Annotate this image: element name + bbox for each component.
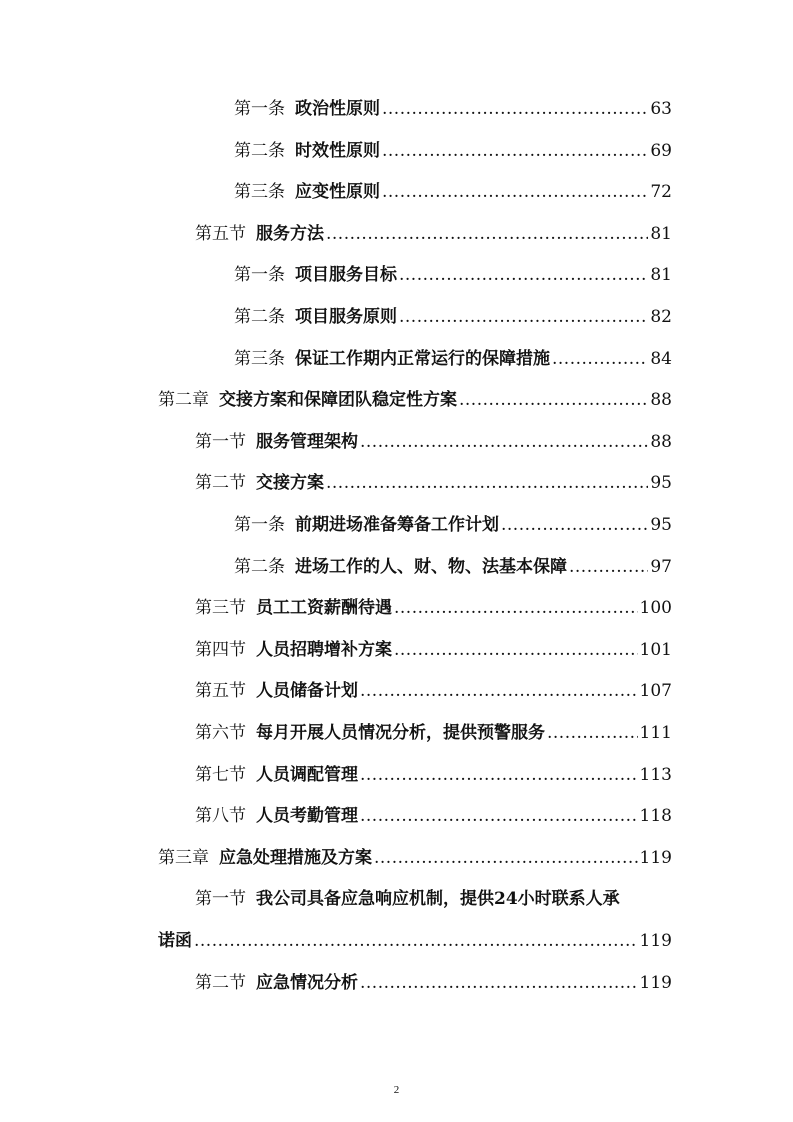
dot-leader bbox=[394, 595, 638, 621]
toc-entry bbox=[195, 803, 672, 829]
toc-entry-title: 服务管理架构 bbox=[256, 431, 358, 452]
toc-entry-number: 第三条 bbox=[234, 348, 285, 369]
toc-entry bbox=[195, 595, 672, 621]
toc-entry-title: 人员储备计划 bbox=[256, 681, 358, 702]
toc-entry-number: 第六节 bbox=[195, 723, 246, 743]
toc-entry-title: 人员招聘增补方案 bbox=[256, 639, 392, 660]
toc-entry-number: 第一节 bbox=[195, 431, 246, 452]
toc-entry-number: 第一条 bbox=[234, 265, 285, 286]
toc-entry-number: 第三节 bbox=[195, 598, 246, 619]
toc-entry-title: 人员考勤管理 bbox=[256, 806, 358, 827]
toc-entry-title: 人员调配管理 bbox=[256, 764, 358, 785]
toc-entry-page: 113 bbox=[639, 764, 672, 785]
toc-entry bbox=[158, 387, 672, 413]
toc-entry bbox=[234, 179, 672, 205]
toc-entry-page: 88 bbox=[650, 431, 672, 452]
toc-entry-title: 进场工作的人、财、物、法基本保障 bbox=[295, 556, 567, 577]
toc-entry bbox=[234, 138, 672, 164]
toc-entry-page: 82 bbox=[650, 307, 672, 327]
dot-leader bbox=[382, 138, 648, 164]
toc-entry-page: 84 bbox=[650, 348, 672, 369]
toc-entry-number: 第二条 bbox=[234, 140, 285, 161]
toc-entry-title: 项目服务原则 bbox=[295, 307, 397, 327]
dot-leader bbox=[194, 928, 638, 954]
dot-leader bbox=[360, 803, 638, 829]
toc-entry bbox=[195, 470, 672, 496]
dot-leader bbox=[394, 637, 638, 663]
toc-entry-number: 第一条 bbox=[234, 515, 285, 535]
dot-leader bbox=[399, 304, 648, 330]
dot-leader bbox=[382, 96, 648, 122]
toc-entry-number: 第四节 bbox=[195, 639, 246, 660]
toc-entry bbox=[195, 886, 672, 912]
toc-entry-title: 员工工资薪酬待遇 bbox=[256, 598, 392, 619]
toc-entry-page: 81 bbox=[650, 265, 672, 286]
dot-leader bbox=[360, 678, 638, 704]
toc-entry bbox=[234, 304, 672, 330]
toc-entry-number: 第五节 bbox=[195, 681, 246, 702]
toc-entry-title: 服务方法 bbox=[256, 223, 324, 244]
toc-entry-title: 我公司具备应急响应机制，提供24小时联系人承 bbox=[256, 889, 620, 910]
dot-leader bbox=[360, 762, 638, 788]
toc-entry-page: 119 bbox=[639, 972, 672, 993]
toc-entry-number: 第三条 bbox=[234, 182, 285, 203]
toc-entry-number: 第一节 bbox=[195, 889, 246, 910]
dot-leader bbox=[569, 554, 648, 580]
dot-leader bbox=[459, 387, 648, 413]
toc-entry-page: 119 bbox=[639, 931, 672, 951]
toc-entry-page: 81 bbox=[650, 223, 672, 244]
toc-entry-page: 63 bbox=[650, 99, 672, 119]
dot-leader bbox=[360, 970, 638, 996]
toc-entry-number: 第二章 bbox=[158, 390, 209, 411]
toc-entry-page: 111 bbox=[639, 723, 672, 743]
dot-leader bbox=[360, 429, 648, 455]
toc-entry-title: 交接方案 bbox=[256, 473, 324, 494]
toc-entry-title: 保证工作期内正常运行的保障措施 bbox=[295, 348, 550, 369]
toc-entry-page: 107 bbox=[639, 681, 672, 702]
dot-leader bbox=[552, 346, 648, 372]
toc-entry bbox=[158, 845, 672, 871]
toc-entry-page: 100 bbox=[639, 598, 672, 619]
toc-entry-title-continued: 诺函 bbox=[158, 931, 192, 951]
toc-entry-number: 第二节 bbox=[195, 473, 246, 494]
toc-entry-title: 应急处理措施及方案 bbox=[219, 847, 372, 868]
toc-entry-title: 前期进场准备筹备工作计划 bbox=[295, 515, 499, 535]
toc-entry-page: 88 bbox=[650, 390, 672, 411]
dot-leader bbox=[382, 179, 648, 205]
toc-entry-title: 应急情况分析 bbox=[256, 972, 358, 993]
toc-entry-page: 95 bbox=[650, 515, 672, 535]
toc-entry bbox=[195, 637, 672, 663]
toc-entry-title: 每月开展人员情况分析，提供预警服务 bbox=[256, 723, 545, 743]
dot-leader bbox=[326, 221, 648, 247]
toc-entry-title: 交接方案和保障团队稳定性方案 bbox=[219, 390, 457, 411]
toc-entry-page: 118 bbox=[639, 806, 672, 827]
toc-entry-title: 项目服务目标 bbox=[295, 265, 397, 286]
toc-entry-page: 101 bbox=[639, 639, 672, 660]
toc-entry-number: 第二条 bbox=[234, 556, 285, 577]
toc-entry-number: 第二节 bbox=[195, 972, 246, 993]
toc-entry-number: 第八节 bbox=[195, 806, 246, 827]
toc-entry bbox=[234, 554, 672, 580]
toc-entry bbox=[195, 429, 672, 455]
dot-leader bbox=[501, 512, 648, 538]
toc-entry-title: 应变性原则 bbox=[295, 182, 380, 203]
toc-entry bbox=[195, 970, 672, 996]
dot-leader bbox=[374, 845, 638, 871]
toc-entry bbox=[195, 678, 672, 704]
toc-entry-number: 第一条 bbox=[234, 99, 285, 119]
toc-entry-number: 第七节 bbox=[195, 764, 246, 785]
toc-entry-page: 69 bbox=[650, 140, 672, 161]
toc-entry bbox=[195, 762, 672, 788]
toc-entry-title: 时效性原则 bbox=[295, 140, 380, 161]
toc-entry-number: 第三章 bbox=[158, 847, 209, 868]
toc-entry bbox=[195, 720, 672, 746]
dot-leader bbox=[547, 720, 638, 746]
toc-entry-continuation bbox=[158, 928, 672, 954]
toc-entry-number: 第二条 bbox=[234, 307, 285, 327]
toc-entry-page: 95 bbox=[650, 473, 672, 494]
toc-entry bbox=[234, 262, 672, 288]
toc-entry bbox=[234, 96, 672, 122]
toc-entry bbox=[195, 221, 672, 247]
page-number: 2 bbox=[393, 1084, 400, 1096]
toc-entry bbox=[234, 346, 672, 372]
toc-entry bbox=[234, 512, 672, 538]
toc-entry-page: 97 bbox=[650, 556, 672, 577]
toc-entry-number: 第五节 bbox=[195, 223, 246, 244]
toc-entry-page: 119 bbox=[639, 847, 672, 868]
toc-entry-page: 72 bbox=[650, 182, 672, 203]
toc-entry-title: 政治性原则 bbox=[295, 99, 380, 119]
dot-leader bbox=[399, 262, 648, 288]
dot-leader bbox=[326, 470, 648, 496]
